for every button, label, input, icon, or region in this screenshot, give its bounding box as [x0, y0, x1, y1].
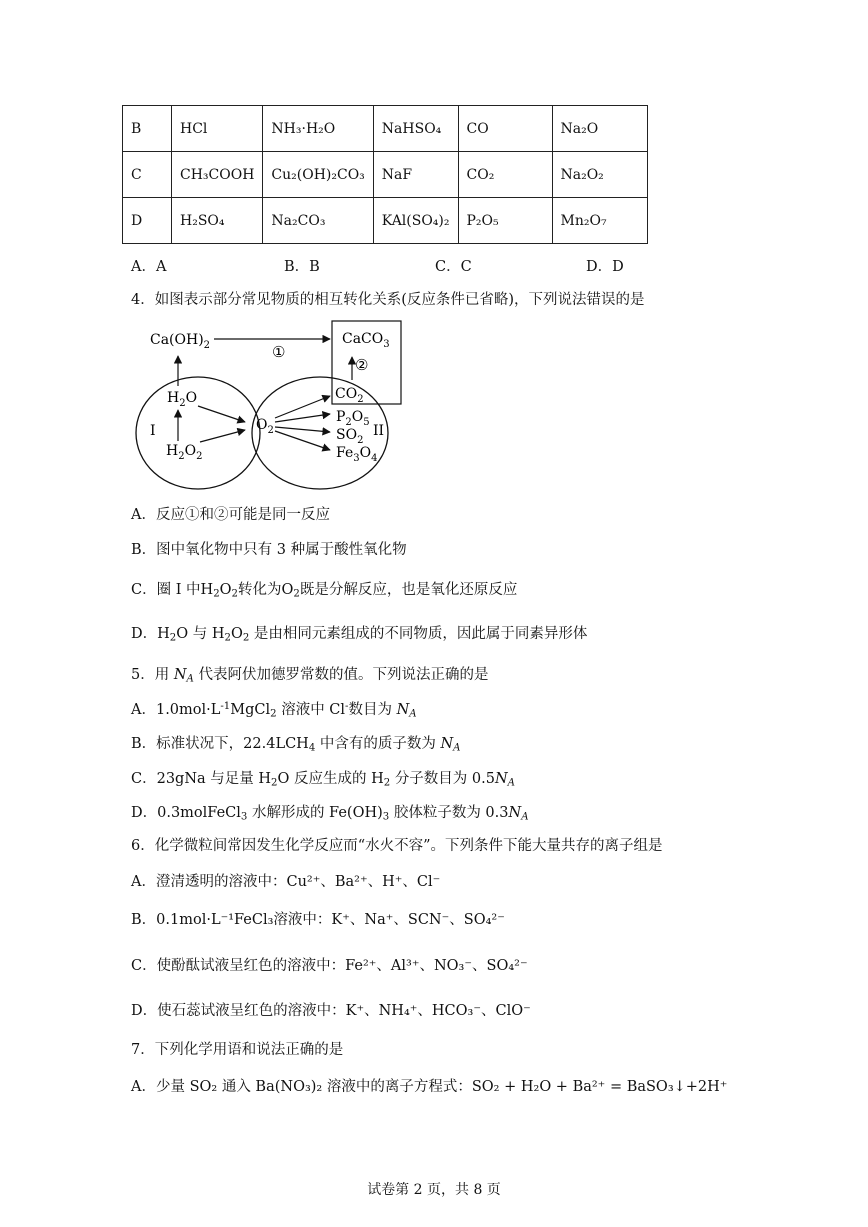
- q4-option-a[interactable]: A．反应①和②可能是同一反应: [131, 507, 330, 523]
- q5-stem: 5．用 $N_A$ 代表阿伏加德罗常数的值。下列说法正确的是: [131, 667, 489, 685]
- label-p2o5: $P_2O_5$: [336, 409, 370, 428]
- table-cell: C: [123, 152, 172, 198]
- label-circle-ii: II: [373, 423, 385, 439]
- q3-option-a[interactable]: A．A: [131, 259, 167, 275]
- arrow-o2-so2: [275, 427, 330, 432]
- conversion-diagram: [130, 318, 410, 493]
- q4-stem: 4．如图表示部分常见物质的相互转化关系(反应条件已省略)，下列说法错误的是: [131, 292, 645, 308]
- table-cell: NaHSO₄: [373, 106, 458, 152]
- q4-option-b[interactable]: B．图中氧化物中只有 3 种属于酸性氧化物: [131, 542, 407, 558]
- table-cell: NH₃·H₂O: [263, 106, 373, 152]
- table-row: [123, 198, 648, 244]
- label-fe3o4: $Fe_3O_4$: [336, 445, 378, 464]
- table-cell: CO₂: [458, 152, 552, 198]
- label-o2: $O_2$: [256, 417, 274, 436]
- label-h2o: $H_2O$: [167, 390, 198, 409]
- arrow-o2-fe3o4: [275, 431, 330, 450]
- table-cell: B: [123, 106, 172, 152]
- table-cell: KAl(SO₄)₂: [373, 198, 458, 244]
- q3-option-b[interactable]: B．B: [284, 259, 320, 275]
- table-cell: H₂SO₄: [172, 198, 263, 244]
- q7-option-a[interactable]: A．少量 SO₂ 通入 Ba(NO₃)₂ 溶液中的离子方程式：SO₂ + H₂O + Ba²⁺ = BaSO₃↓+2H⁺: [131, 1079, 728, 1095]
- table-cell: HCl: [172, 106, 263, 152]
- step1-label: ①: [272, 343, 286, 361]
- q6-option-a[interactable]: A．澄清透明的溶液中：Cu²⁺、Ba²⁺、H⁺、Cl⁻: [131, 874, 441, 890]
- q3-option-c[interactable]: C．C: [435, 259, 472, 275]
- arrow-h2o2-o2: [200, 430, 245, 442]
- q5-option-a[interactable]: A．$1.0mol\cdot L^{-1}MgCl_2$ 溶液中 Cl-数目为 $N_A$: [131, 700, 417, 720]
- q6-option-c[interactable]: C．使酚酞试液呈红色的溶液中：Fe²⁺、Al³⁺、NO₃⁻、SO₄²⁻: [131, 958, 528, 974]
- table-cell: CO: [458, 106, 552, 152]
- table-cell: CH₃COOH: [172, 152, 263, 198]
- table-cell: Na₂CO₃: [263, 198, 373, 244]
- q6-option-d[interactable]: D．使石蕊试液呈红色的溶液中：K⁺、NH₄⁺、HCO₃⁻、ClO⁻: [131, 1003, 531, 1019]
- q4-option-d[interactable]: D．$H_2O$ 与 $H_2O_2$ 是由相同元素组成的不同物质，因此属于同素异形体: [131, 626, 588, 644]
- label-so2: $SO_2$: [336, 427, 364, 446]
- table-cell: P₂O₅: [458, 198, 552, 244]
- page-footer: 试卷第 2 页，共 8 页: [367, 1182, 501, 1198]
- label-caco3: CaCO$_3$: [342, 331, 390, 350]
- q5-option-b[interactable]: B．标准状况下，$22.4LCH_4$ 中含有的质子数为 $N_A$: [131, 736, 461, 754]
- q3-option-d[interactable]: D．D: [586, 259, 624, 275]
- table-row: [123, 106, 648, 152]
- arrow-h2o-o2: [198, 406, 245, 422]
- label-circle-i: I: [150, 423, 156, 439]
- step2-label: ②: [355, 356, 369, 374]
- table-cell: Na₂O: [552, 106, 647, 152]
- table-row: [123, 152, 648, 198]
- q5-option-c[interactable]: C．23gNa 与足量 $H_2O$ 反应生成的 $H_2$ 分子数目为 $0.5N_A$: [131, 771, 515, 789]
- table-cell: D: [123, 198, 172, 244]
- label-caoh2: $Ca(OH)_2$: [150, 332, 211, 351]
- table-cell: Na₂O₂: [552, 152, 647, 198]
- table-cell: NaF: [373, 152, 458, 198]
- label-h2o2: $H_2O_2$: [166, 443, 203, 462]
- q6-option-b[interactable]: B．0.1mol·L⁻¹FeCl₃溶液中：K⁺、Na⁺、SCN⁻、SO₄²⁻: [131, 912, 505, 928]
- classification-table: [122, 105, 648, 244]
- table-cell: Mn₂O₇: [552, 198, 647, 244]
- q7-stem: 7．下列化学用语和说法正确的是: [131, 1042, 344, 1058]
- q6-stem: 6．化学微粒间常因发生化学反应而“水火不容”。下列条件下能大量共存的离子组是: [131, 838, 663, 854]
- label-co2: $CO_2$: [335, 386, 364, 405]
- table-cell: Cu₂(OH)₂CO₃: [263, 152, 373, 198]
- q4-option-c[interactable]: C．圈 I 中$H_2O_2$转化为$O_2$既是分解反应，也是氧化还原反应: [131, 582, 518, 600]
- q5-option-d[interactable]: D．0.3molFeCl$_3$ 水解形成的 $Fe(OH)_3$ 胶体粒子数为 $0.3N_A$: [131, 805, 529, 823]
